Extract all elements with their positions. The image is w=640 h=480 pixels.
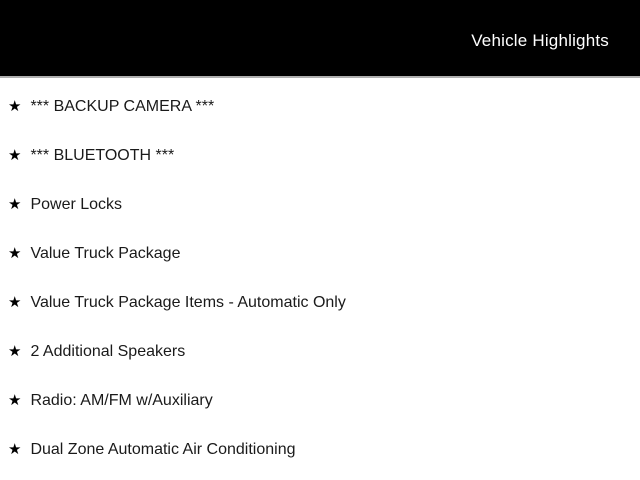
star-icon: ★ (8, 294, 22, 311)
star-icon: ★ (8, 98, 22, 115)
star-icon: ★ (8, 147, 22, 164)
list-item-label: 2 Additional Speakers (30, 342, 186, 360)
list-item (0, 278, 640, 327)
list-item (0, 425, 640, 474)
star-icon: ★ (8, 441, 22, 458)
list-item (0, 229, 640, 278)
list-item (0, 131, 640, 180)
list-item-label: *** BLUETOOTH *** (30, 146, 175, 164)
star-icon: ★ (8, 245, 22, 262)
header-bar (0, 0, 640, 78)
page-title: Vehicle Highlights (471, 31, 609, 50)
star-icon: ★ (8, 343, 22, 360)
list-item (0, 82, 640, 131)
list-item (0, 180, 640, 229)
list-item (0, 376, 640, 425)
list-item (0, 327, 640, 376)
star-icon: ★ (8, 392, 22, 409)
list-item-label: Radio: AM/FM w/Auxiliary (30, 391, 213, 409)
highlights-list (0, 78, 640, 474)
list-item-label: Value Truck Package (30, 244, 181, 262)
list-item-label: Value Truck Package Items - Automatic Only (30, 293, 346, 311)
list-item-label: Dual Zone Automatic Air Conditioning (30, 440, 296, 458)
list-item-label: Power Locks (30, 195, 123, 213)
list-item-label: *** BACKUP CAMERA *** (30, 97, 215, 115)
star-icon: ★ (8, 196, 22, 213)
